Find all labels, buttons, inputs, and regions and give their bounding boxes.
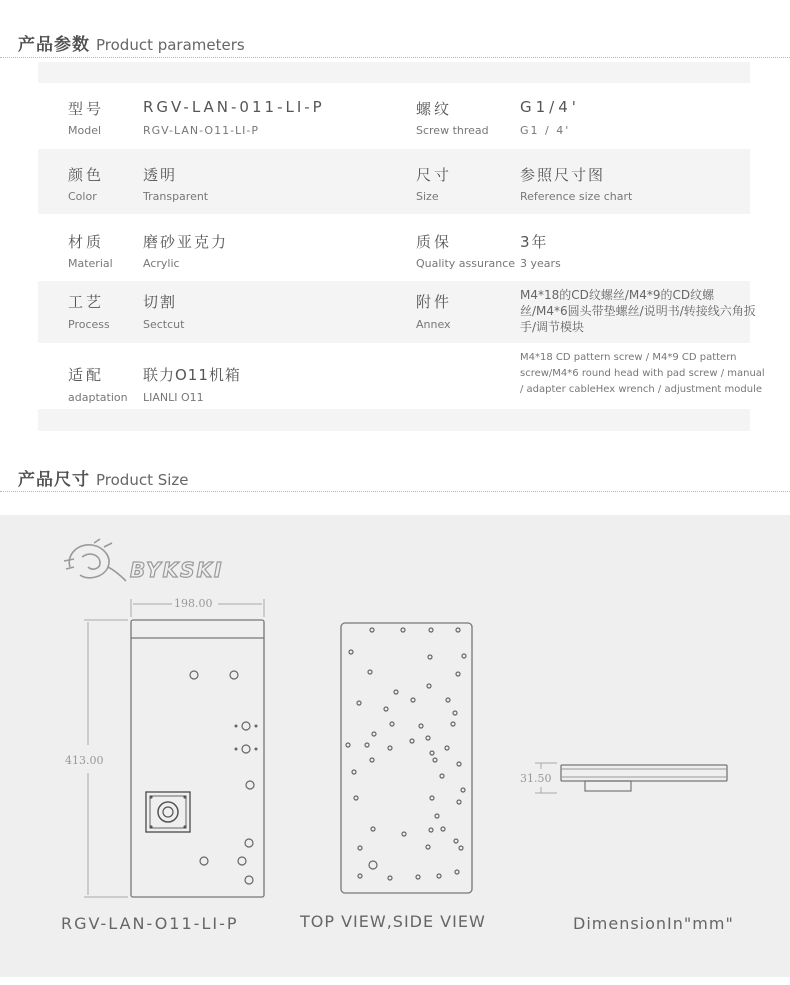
screw-hole bbox=[462, 654, 466, 658]
front-view-drawing bbox=[0, 595, 300, 905]
screw-hole bbox=[445, 746, 449, 750]
screw-hole bbox=[416, 875, 420, 879]
param-label-cn: 尺寸 bbox=[416, 166, 453, 184]
params-title-en: Product parameters bbox=[96, 36, 245, 54]
screw-hole bbox=[357, 701, 361, 705]
brand-logo bbox=[60, 537, 250, 587]
param-label-cn: 颜色 bbox=[68, 166, 105, 184]
divider bbox=[0, 491, 790, 492]
screw-hole bbox=[349, 650, 353, 654]
screw-hole bbox=[370, 628, 374, 632]
param-label-en: Annex bbox=[416, 318, 451, 331]
screw-hole bbox=[426, 845, 430, 849]
screw-hole bbox=[454, 839, 458, 843]
screw-hole bbox=[401, 628, 405, 632]
params-title-cn: 产品参数 bbox=[18, 35, 90, 55]
screw-hole bbox=[372, 732, 376, 736]
screw-hole bbox=[446, 698, 450, 702]
screw-hole bbox=[441, 827, 445, 831]
screw-hole bbox=[461, 788, 465, 792]
param-value-cn: 联力O11机箱 bbox=[143, 366, 241, 384]
screw-hole bbox=[346, 743, 350, 747]
top-view-drawing bbox=[338, 620, 478, 900]
param-label-en: Screw thread bbox=[416, 124, 489, 137]
screw-hole bbox=[419, 724, 423, 728]
param-label-en: adaptation bbox=[68, 391, 128, 404]
param-label-en: Process bbox=[68, 318, 110, 331]
views-caption: TOP VIEW,SIDE VIEW bbox=[300, 912, 486, 931]
screw-hole bbox=[426, 736, 430, 740]
size-title-en: Product Size bbox=[96, 471, 189, 489]
param-value-en: Acrylic bbox=[143, 257, 180, 270]
param-value-cn: 磨砂亚克力 bbox=[143, 233, 229, 251]
screw-hole bbox=[433, 758, 437, 762]
screw-hole bbox=[358, 846, 362, 850]
param-value-cn: RGV-LAN-011-LI-P bbox=[143, 98, 325, 116]
screw-hole bbox=[368, 670, 372, 674]
screw-hole bbox=[388, 876, 392, 880]
param-value-cn: 透明 bbox=[143, 166, 178, 184]
param-value-en: 3 years bbox=[520, 257, 561, 270]
param-label-en: Model bbox=[68, 124, 102, 137]
param-value-cn: 3年 bbox=[520, 233, 549, 251]
height-dimension: 413.00 bbox=[65, 754, 104, 767]
table-band bbox=[38, 62, 750, 83]
unit-caption: DimensionIn"mm" bbox=[573, 914, 734, 933]
screw-hole bbox=[459, 846, 463, 850]
screw-hole bbox=[429, 828, 433, 832]
param-label-cn: 适配 bbox=[68, 366, 105, 384]
screw-hole bbox=[427, 684, 431, 688]
screw-hole bbox=[453, 711, 457, 715]
screw-hole bbox=[390, 722, 394, 726]
screw-hole bbox=[437, 874, 441, 878]
param-label-cn: 工艺 bbox=[68, 293, 105, 311]
param-value-en: G1 / 4' bbox=[520, 124, 571, 137]
width-dimension: 198.00 bbox=[174, 597, 213, 610]
screw-hole bbox=[430, 796, 434, 800]
param-value-en: LIANLI O11 bbox=[143, 391, 204, 404]
param-value-en: Reference size chart bbox=[520, 190, 633, 203]
screw-hole bbox=[440, 774, 444, 778]
screw-hole bbox=[430, 751, 434, 755]
screw-hole bbox=[388, 746, 392, 750]
screw-hole bbox=[456, 628, 460, 632]
param-label-cn: 附件 bbox=[416, 293, 453, 311]
screw-hole bbox=[411, 698, 415, 702]
param-value-en: Sectcut bbox=[143, 318, 185, 331]
param-value-cn: M4*18的CD纹螺丝/M4*9的CD纹螺丝/M4*6圆头带垫螺丝/说明书/转接线六角扳手/调节模块 bbox=[520, 288, 756, 334]
screw-hole bbox=[384, 707, 388, 711]
depth-dimension: 31.50 bbox=[520, 772, 552, 785]
divider bbox=[0, 57, 790, 58]
screw-hole bbox=[457, 800, 461, 804]
screw-hole bbox=[410, 739, 414, 743]
param-label-cn: 型号 bbox=[68, 100, 105, 118]
param-label-en: Material bbox=[68, 257, 113, 270]
screw-hole bbox=[455, 870, 459, 874]
table-band bbox=[38, 409, 750, 431]
screw-hole bbox=[352, 770, 356, 774]
screw-hole bbox=[370, 758, 374, 762]
dragon-icon bbox=[60, 537, 250, 587]
param-value-en: RGV-LAN-O11-LI-P bbox=[143, 124, 260, 137]
param-label-en: Color bbox=[68, 190, 97, 203]
param-value-cn: G1/4' bbox=[520, 98, 580, 116]
screw-hole bbox=[456, 672, 460, 676]
size-title-cn: 产品尺寸 bbox=[18, 470, 90, 490]
screw-hole bbox=[457, 762, 461, 766]
screw-hole bbox=[435, 814, 439, 818]
screw-hole bbox=[354, 796, 358, 800]
screw-hole bbox=[358, 874, 362, 878]
screw-hole bbox=[371, 827, 375, 831]
param-value-cn: 切割 bbox=[143, 293, 178, 311]
screw-hole bbox=[394, 690, 398, 694]
screw-hole bbox=[429, 628, 433, 632]
screw-hole bbox=[451, 722, 455, 726]
param-value-en: M4*18 CD pattern screw / M4*9 CD pattern screw/M4*6 round head with pad screw / manual / adapter cableHex wrench / adjustment module bbox=[520, 352, 765, 395]
screw-hole bbox=[402, 832, 406, 836]
screw-hole bbox=[428, 655, 432, 659]
size-section-title bbox=[18, 465, 189, 490]
brand-logo-text: BYKSKI bbox=[130, 558, 224, 582]
model-caption: RGV-LAN-O11-LI-P bbox=[61, 914, 239, 933]
params-section-title bbox=[18, 30, 245, 55]
param-label-cn: 螺纹 bbox=[416, 100, 453, 118]
param-label-en: Size bbox=[416, 190, 439, 203]
param-value-cn: 参照尺寸图 bbox=[520, 166, 606, 184]
param-label-en: Quality assurance bbox=[416, 257, 516, 270]
param-label-cn: 材质 bbox=[68, 233, 105, 251]
param-label-cn: 质保 bbox=[416, 233, 453, 251]
screw-hole bbox=[365, 743, 369, 747]
param-value-en: Transparent bbox=[143, 190, 209, 203]
